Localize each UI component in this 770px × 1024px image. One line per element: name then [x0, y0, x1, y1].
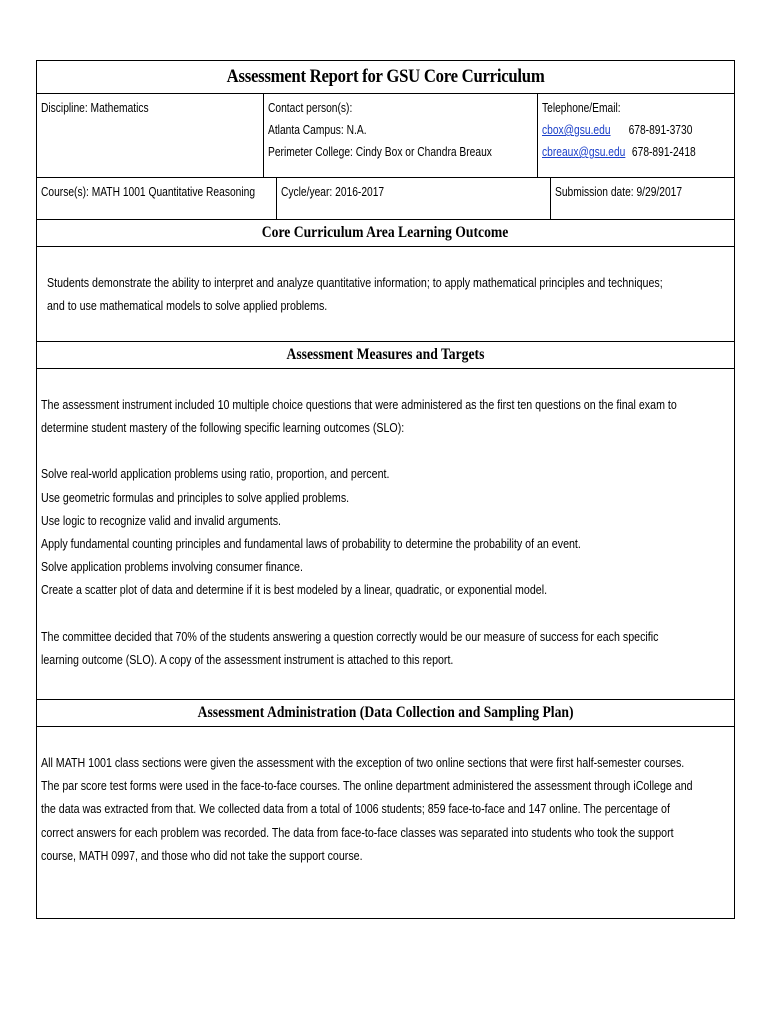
- cycle-text: Cycle/year: 2016-2017: [281, 185, 385, 199]
- administration-line: correct answers for each problem was recorded. The data from face-to-face classes was separated into students who took the support: [41, 824, 674, 840]
- administration-body: [37, 727, 734, 918]
- course-text: Course(s): MATH 1001 Quantitative Reasoning: [41, 185, 256, 199]
- measures-body: [37, 369, 734, 700]
- email-link-cbox[interactable]: cbox@gsu.edu: [542, 123, 612, 137]
- administration-line: course, MATH 0997, and those who did not take the support course.: [41, 847, 363, 863]
- slo-item: Apply fundamental counting principles and fundamental laws of probability to determine the probability of an event.: [41, 536, 581, 552]
- committee-line-1: The committee decided that 70% of the students answering a question correctly would be our measure of success for each specific: [41, 628, 659, 644]
- contact-label: Contact person(s):: [268, 101, 353, 115]
- discipline-cell: [37, 94, 264, 177]
- administration-heading: Assessment Administration (Data Collection and Sampling Plan): [197, 704, 574, 721]
- learning-outcome-body: [37, 247, 734, 342]
- course-row: [37, 178, 734, 220]
- measures-heading: Assessment Measures and Targets: [286, 346, 485, 363]
- contact-line-2: [542, 141, 696, 163]
- assessment-report-document: [36, 60, 735, 919]
- administration-line: the data was extracted from that. We collected data from a total of 1006 students; 859 face-to-face and 147 online. The percentage of: [41, 801, 670, 817]
- submission-text: Submission date: 9/29/2017: [555, 185, 683, 199]
- slo-item: Solve real-world application problems using ratio, proportion, and percent.: [41, 466, 390, 482]
- telephone-label: Telephone/Email:: [542, 101, 622, 115]
- contact-info-row: [37, 94, 734, 178]
- discipline-text: Discipline: Mathematics: [41, 101, 149, 115]
- committee-line-2: learning outcome (SLO). A copy of the assessment instrument is attached to this report.: [41, 651, 454, 667]
- slo-item: Use logic to recognize valid and invalid arguments.: [41, 512, 281, 528]
- submission-cell: [551, 178, 734, 219]
- contact-line-1: [542, 119, 696, 141]
- phone-1: 678-891-3730: [629, 123, 693, 137]
- contact-cell: [264, 94, 538, 177]
- measures-intro-line-2: determine student mastery of the following specific learning outcomes (SLO):: [41, 420, 405, 436]
- learning-outcome-heading: Core Curriculum Area Learning Outcome: [262, 224, 509, 241]
- telephone-email-cell: [538, 94, 734, 177]
- learning-outcome-line-2: and to use mathematical models to solve applied problems.: [47, 298, 328, 314]
- administration-line: The par score test forms were used in the face-to-face courses. The online department administered the assessment through iCollege and: [41, 778, 693, 794]
- learning-outcome-heading-row: [37, 220, 734, 247]
- slo-item: Solve application problems involving consumer finance.: [41, 559, 303, 575]
- email-link-cbreaux[interactable]: cbreaux@gsu.edu: [542, 145, 626, 159]
- contact-perimeter: Perimeter College: Cindy Box or Chandra Breaux: [268, 145, 493, 159]
- cycle-cell: [277, 178, 551, 219]
- slo-item: Create a scatter plot of data and determine if it is best modeled by a linear, quadratic, or exponential model.: [41, 582, 548, 598]
- phone-2: 678-891-2418: [632, 145, 697, 159]
- measures-intro-line-1: The assessment instrument included 10 multiple choice questions that were administered as the first ten questions on the final exam to: [41, 397, 677, 412]
- slo-item: Use geometric formulas and principles to solve applied problems.: [41, 489, 350, 505]
- administration-line: All MATH 1001 class sections were given the assessment with the exception of two online sections that were first half-semester courses.: [41, 755, 685, 770]
- measures-heading-row: [37, 342, 734, 369]
- course-cell: [37, 178, 277, 219]
- report-title: Assessment Report for GSU Core Curriculum: [226, 66, 545, 87]
- learning-outcome-line-1: Students demonstrate the ability to interpret and analyze quantitative information; to apply mathematical principles and techniques;: [47, 275, 663, 290]
- title-row: [37, 61, 734, 94]
- administration-heading-row: [37, 700, 734, 727]
- contact-atlanta: Atlanta Campus: N.A.: [268, 123, 368, 137]
